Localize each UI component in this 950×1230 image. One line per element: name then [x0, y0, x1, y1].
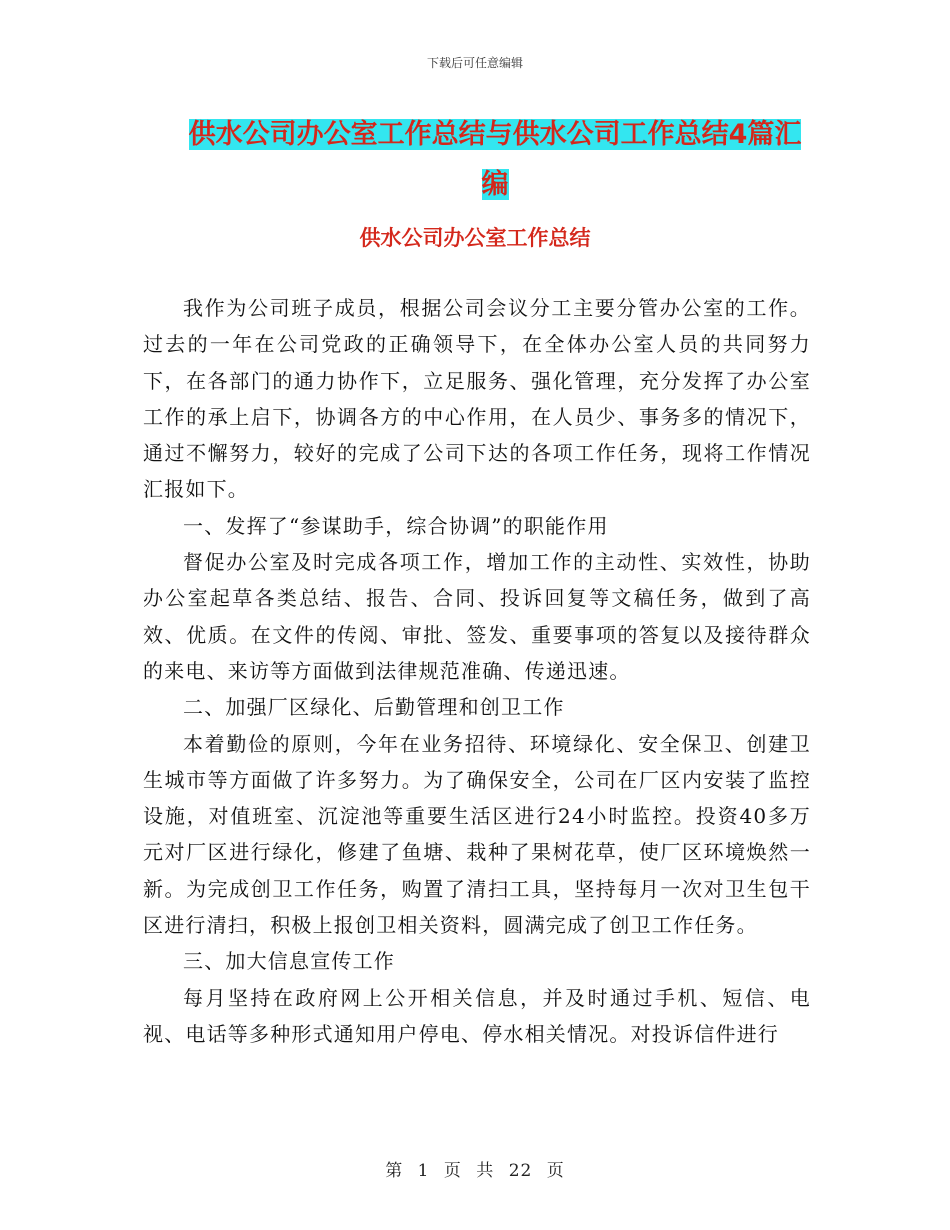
footer-page-number: 1	[417, 1161, 430, 1181]
paragraph-intro: 我作为公司班子成员，根据公司会议分工主要分管办公室的工作。过去的一年在公司党政的正确领导下，在全体办公室人员的共同努力下，在各部门的通力协作下，立足服务、强化管理，充分发挥了办公室工作的承上启下，协调各方的中心作用，在人员少、事务多的情况下，通过不懈努力，较好的完成了公司下达的各项工作任务，现将工作情况汇报如下。	[143, 296, 811, 502]
footer-total-pages: 22	[508, 1161, 533, 1181]
page-footer	[0, 1156, 950, 1181]
document-title	[150, 110, 840, 210]
footer-word-di: 第	[385, 1161, 404, 1181]
header-note: 下载后可任意编辑	[426, 56, 523, 70]
body-text	[143, 290, 811, 1052]
document-title-line-1: 供水公司办公室工作总结与供水公司工作总结4篇汇	[188, 119, 802, 150]
paragraph-2: 本着勤俭的原则，今年在业务招待、环境绿化、安全保卫、创建卫生城市等方面做了许多努力。为了确保安全，公司在厂区内安装了监控设施，对值班室、沉淀池等重要生活区进行24小时监控。投资40多万元对厂区进行绿化，修建了鱼塘、栽种了果树花草，使厂区环境焕然一新。为完成创卫工作任务，购置了清扫工具，坚持每月一次对卫生包干区进行清扫，积极上报创卫相关资料，圆满完成了创卫工作任务。	[143, 731, 811, 938]
heading-3: 三、加大信息宣传工作	[183, 949, 395, 974]
section-title: 供水公司办公室工作总结	[359, 226, 591, 250]
paragraph-1: 督促办公室及时完成各项工作，增加工作的主动性、实效性，协助办公室起草各类总结、报告、合同、投诉回复等文稿任务，做到了高效、优质。在文件的传阅、审批、签发、重要事项的答复以及接待群众的来电、来访等方面做到法律规范准确、传递迅速。	[143, 550, 811, 683]
document-title-line-2: 编	[481, 169, 509, 200]
paragraph-3: 每月坚持在政府网上公开相关信息，并及时通过手机、短信、电视、电话等多种形式通知用户停电、停水相关情况。对投诉信件进行	[143, 985, 811, 1046]
footer-word-ye-2: 页	[546, 1161, 565, 1181]
heading-2: 二、加强厂区绿化、后勤管理和创卫工作	[183, 695, 565, 720]
footer-word-ye: 页	[443, 1161, 462, 1181]
heading-1: 一、发挥了“参谋助手，综合协调”的职能作用	[183, 513, 609, 538]
footer-word-gong: 共	[476, 1161, 495, 1181]
